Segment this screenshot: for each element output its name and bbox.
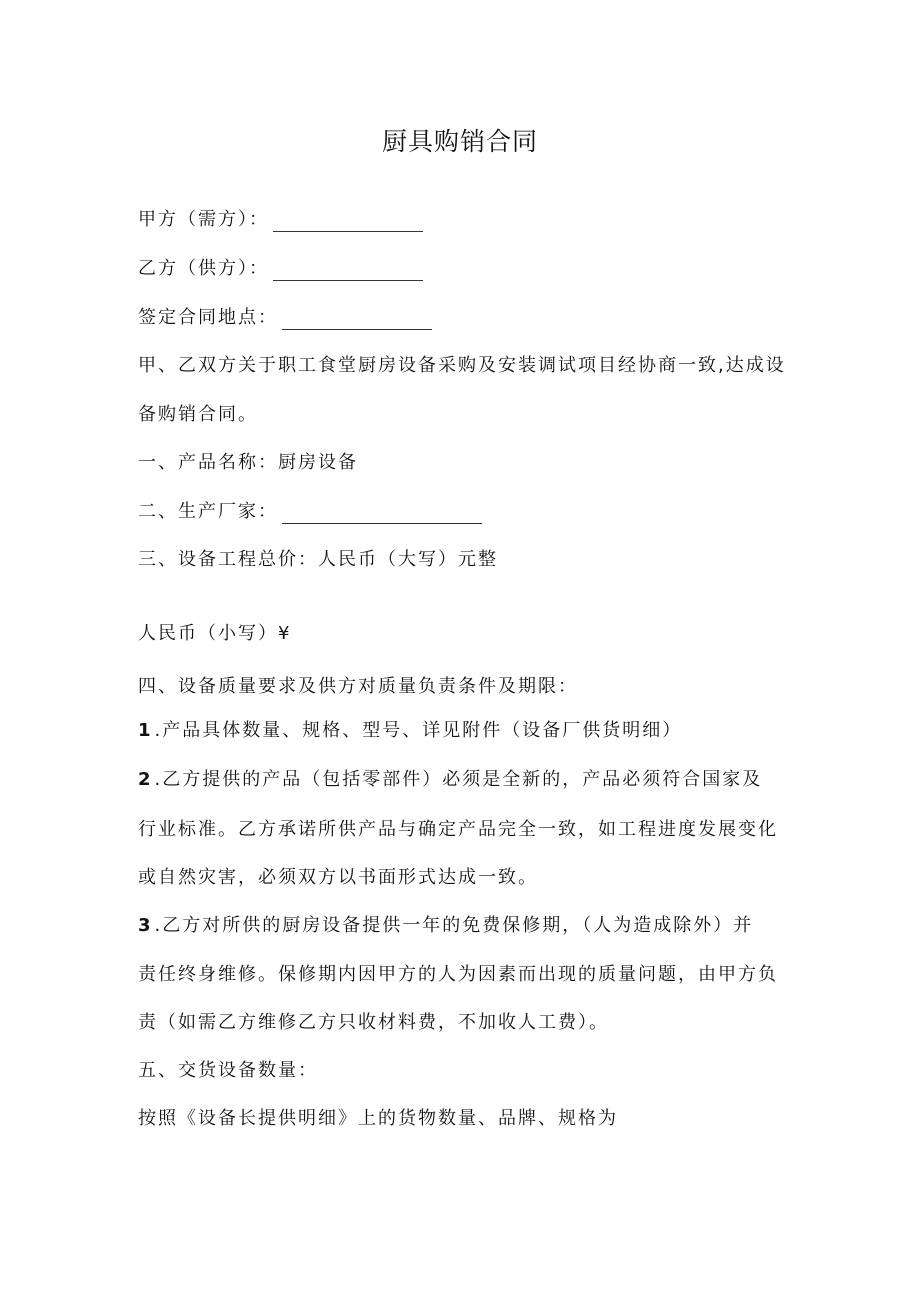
section-4: 四、设备质量要求及供方对质量负责条件及期限： [138,676,578,697]
sign-place-line [138,306,432,330]
section-3: 三、设备工程总价：人民币（大写）元整 [138,549,498,570]
item-3-text-1: .乙方对所供的厨房设备提供一年的免费保修期，（人为造成除外）并 [154,915,754,936]
item-3-line-1 [138,914,753,938]
manufacturer-blank [282,505,482,524]
section-1: 一、产品名称：厨房设备 [138,452,358,473]
sign-place-blank [282,311,432,330]
item-2-line-3: 或自然灾害，必须双方以书面形式达成一致。 [138,867,538,888]
section-2-line [138,500,482,524]
party-a-label: 甲方（需方）： [138,209,269,230]
item-2-number: 2 [138,769,153,790]
section-5: 五、交货设备数量： [138,1060,318,1081]
item-1-text: .产品具体数量、规格、型号、详见附件（设备厂供货明细） [154,720,683,741]
item-3-number: 3 [138,915,153,936]
intro-line-2: 备购销合同。 [138,404,258,425]
party-b-line [138,257,423,281]
section-5-text: 按照《设备长提供明细》上的货物数量、品牌、规格为 [138,1108,618,1129]
item-2-line-2: 行业标准。乙方承诺所供产品与确定产品完全一致，如工程进度发展变化 [138,819,778,840]
document-title: 厨具购销合同 [381,127,538,156]
rmb-small: 人民币（小写）¥ [138,623,292,644]
intro-line-1: 甲、乙双方关于职工食堂厨房设备采购及安装调试项目经协商一致,达成设 [138,355,786,376]
party-b-blank [273,262,423,281]
item-2-line-1 [138,768,762,792]
party-a-line [138,208,423,232]
item-3-line-2: 责任终身维修。保修期内因甲方的人为因素而出现的质量问题，由甲方负 [138,964,778,985]
item-1-number: 1 [138,720,153,741]
item-2-text-1: .乙方提供的产品（包括零部件）必须是全新的，产品必须符合国家及 [154,769,763,790]
party-b-label: 乙方（供方）： [138,258,269,279]
party-a-blank [273,213,423,232]
section-2-label: 二、生产厂家： [138,501,278,522]
sign-place-label: 签定合同地点： [138,307,278,328]
item-1 [138,719,682,743]
item-3-line-3: 责（如需乙方维修乙方只收材料费，不加收人工费）。 [138,1012,609,1033]
